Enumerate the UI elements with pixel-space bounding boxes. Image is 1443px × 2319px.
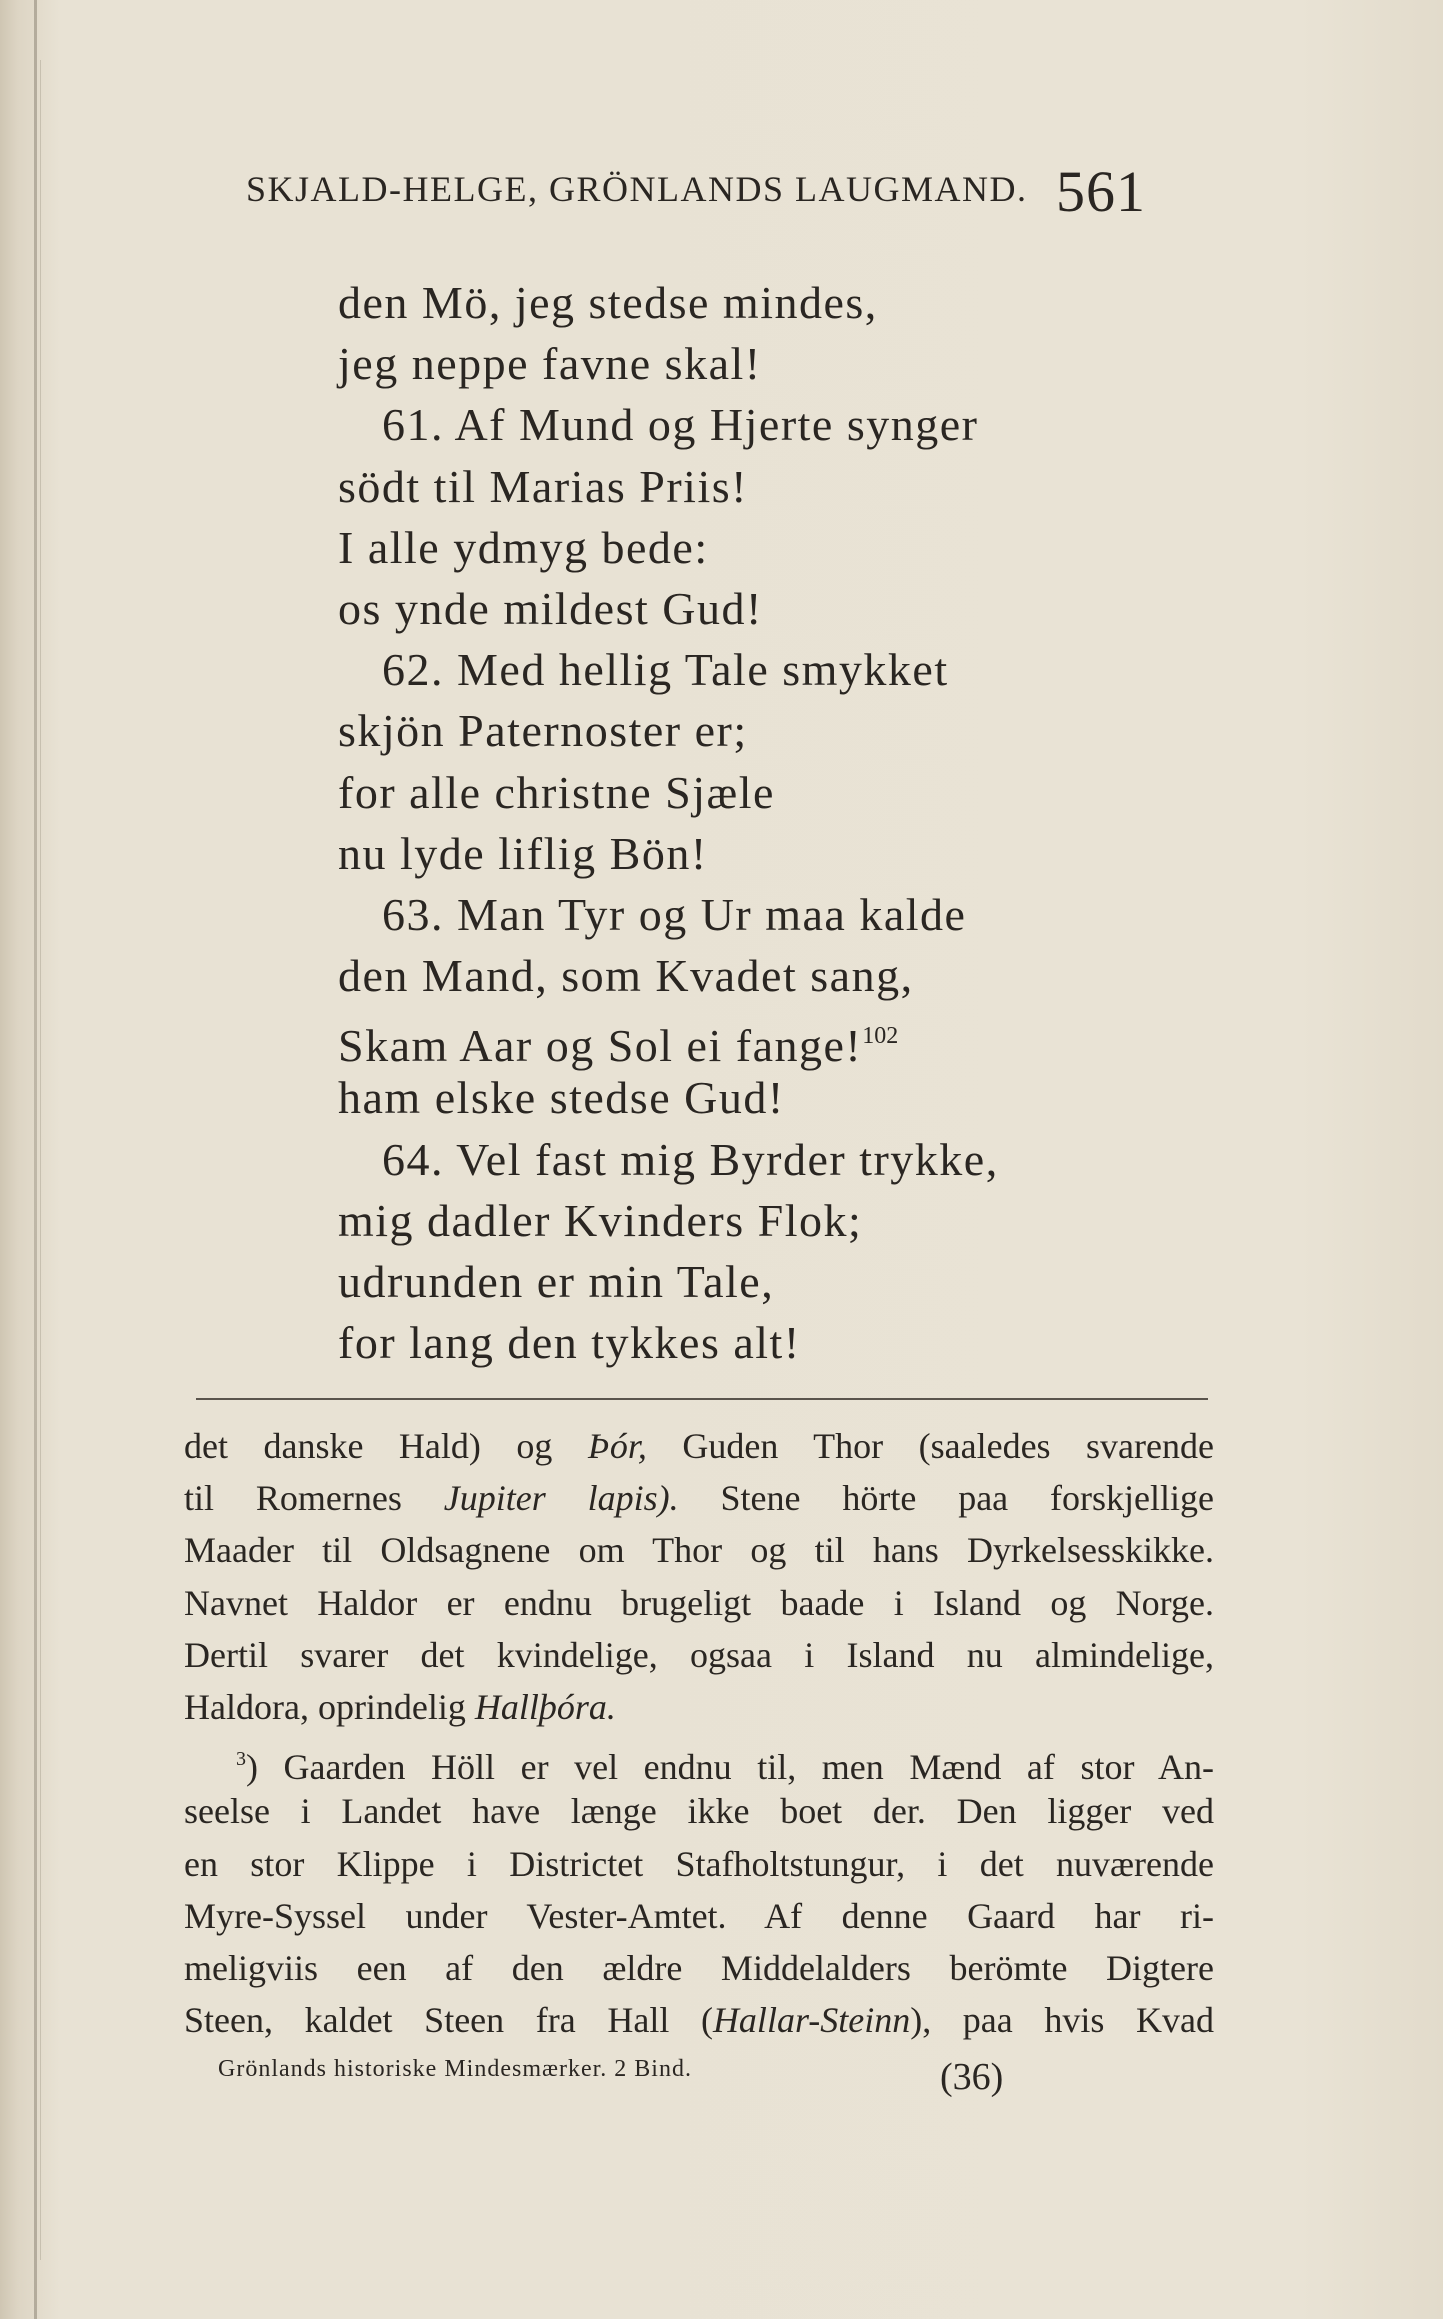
verse-line: södt til Marias Priis!	[338, 460, 748, 512]
verse-line-with-note	[338, 1006, 1098, 1072]
footnote-line: $^3$) Gaarden Höll er vel endnu til, men Mænd af stor An-	[236, 1747, 1214, 1788]
footnote-line: meligviis een af den ældre Middelalders berömte Digtere	[184, 1947, 1214, 1988]
verse-line-numbered: 61. Af Mund og Hjerte synger	[382, 399, 979, 451]
footnote-line: seelse i Landet have længe ikke boet der. Den ligger ved	[184, 1791, 1214, 1832]
verse-line-numbered: 63. Man Tyr og Ur maa kalde	[382, 888, 967, 940]
verse-line: for lang den tykkes alt!	[338, 1317, 801, 1369]
footnote-line: Dertil svarer det kvindelige, ogsaa i Island nu almindelige,	[184, 1634, 1214, 1675]
signature-mark: (36)	[940, 2056, 1004, 2098]
footnote-line: en stor Klippe i Districtet Stafholtstungur, i det nuværende	[184, 1843, 1214, 1884]
note-reference: 102	[862, 1023, 899, 1050]
binding-edge-shadow	[40, 60, 41, 2260]
verse-line: den Mand, som Kvadet sang,	[338, 950, 914, 1002]
verse-line: I alle ydmyg bede:	[338, 521, 709, 573]
footnote-line: Navnet Haldor er endnu brugeligt baade i Island og Norge.	[184, 1582, 1214, 1623]
binding-edge	[34, 0, 37, 2319]
verse-line: mig dadler Kvinders Flok;	[338, 1194, 863, 1246]
footnote-line: det danske Hald) og Þór, Guden Thor (saaledes svarende	[184, 1426, 1214, 1466]
verse-line: udrunden er min Tale,	[338, 1256, 775, 1307]
footnote-line: til Romernes Jupiter lapis). Stene hörte paa forskjellige	[184, 1478, 1214, 1519]
footnotes-block	[184, 1420, 1214, 2046]
verse-line: os ynde mildest Gud!	[338, 582, 763, 634]
printer-signature: Grönlands historiske Mindesmærker. 2 Bind.	[218, 2056, 692, 2082]
verse-line: ham elske stedse Gud!	[338, 1072, 785, 1124]
verse-line-text: Skam Aar og Sol ei fange!	[338, 1020, 863, 1072]
verse-line: den Mö, jeg stedse mindes,	[338, 277, 878, 328]
footnote-line: Steen, kaldet Steen fra Hall (Hallar-Steinn), paa hvis Kvad	[184, 2000, 1214, 2041]
footnote-separator	[196, 1398, 1208, 1400]
footnote-line: Maader til Oldsagnene om Thor og til hans Dyrkelsesskikke.	[184, 1530, 1214, 1571]
verse-line: jeg neppe favne skal!	[338, 338, 762, 390]
footnote-marker: 3	[236, 1748, 246, 1771]
running-title: SKJALD-HELGE, GRÖNLANDS LAUGMAND.	[246, 169, 1028, 209]
verse-line: skjön Paternoster er;	[338, 705, 748, 757]
verse-block	[338, 272, 1098, 1373]
verse-line: for alle christne Sjæle	[338, 766, 775, 818]
page-number: 561	[1056, 159, 1146, 224]
verse-line-numbered: 64. Vel fast mig Byrder trykke,	[382, 1133, 999, 1185]
verse-line: nu lyde liflig Bön!	[338, 827, 708, 879]
footnote-line: Haldora, oprindelig Hallþóra.	[184, 1686, 616, 1727]
verse-line-numbered: 62. Med hellig Tale smykket	[382, 644, 949, 696]
footnote-line: Myre-Syssel under Vester-Amtet. Af denne Gaard har ri-	[184, 1895, 1214, 1936]
